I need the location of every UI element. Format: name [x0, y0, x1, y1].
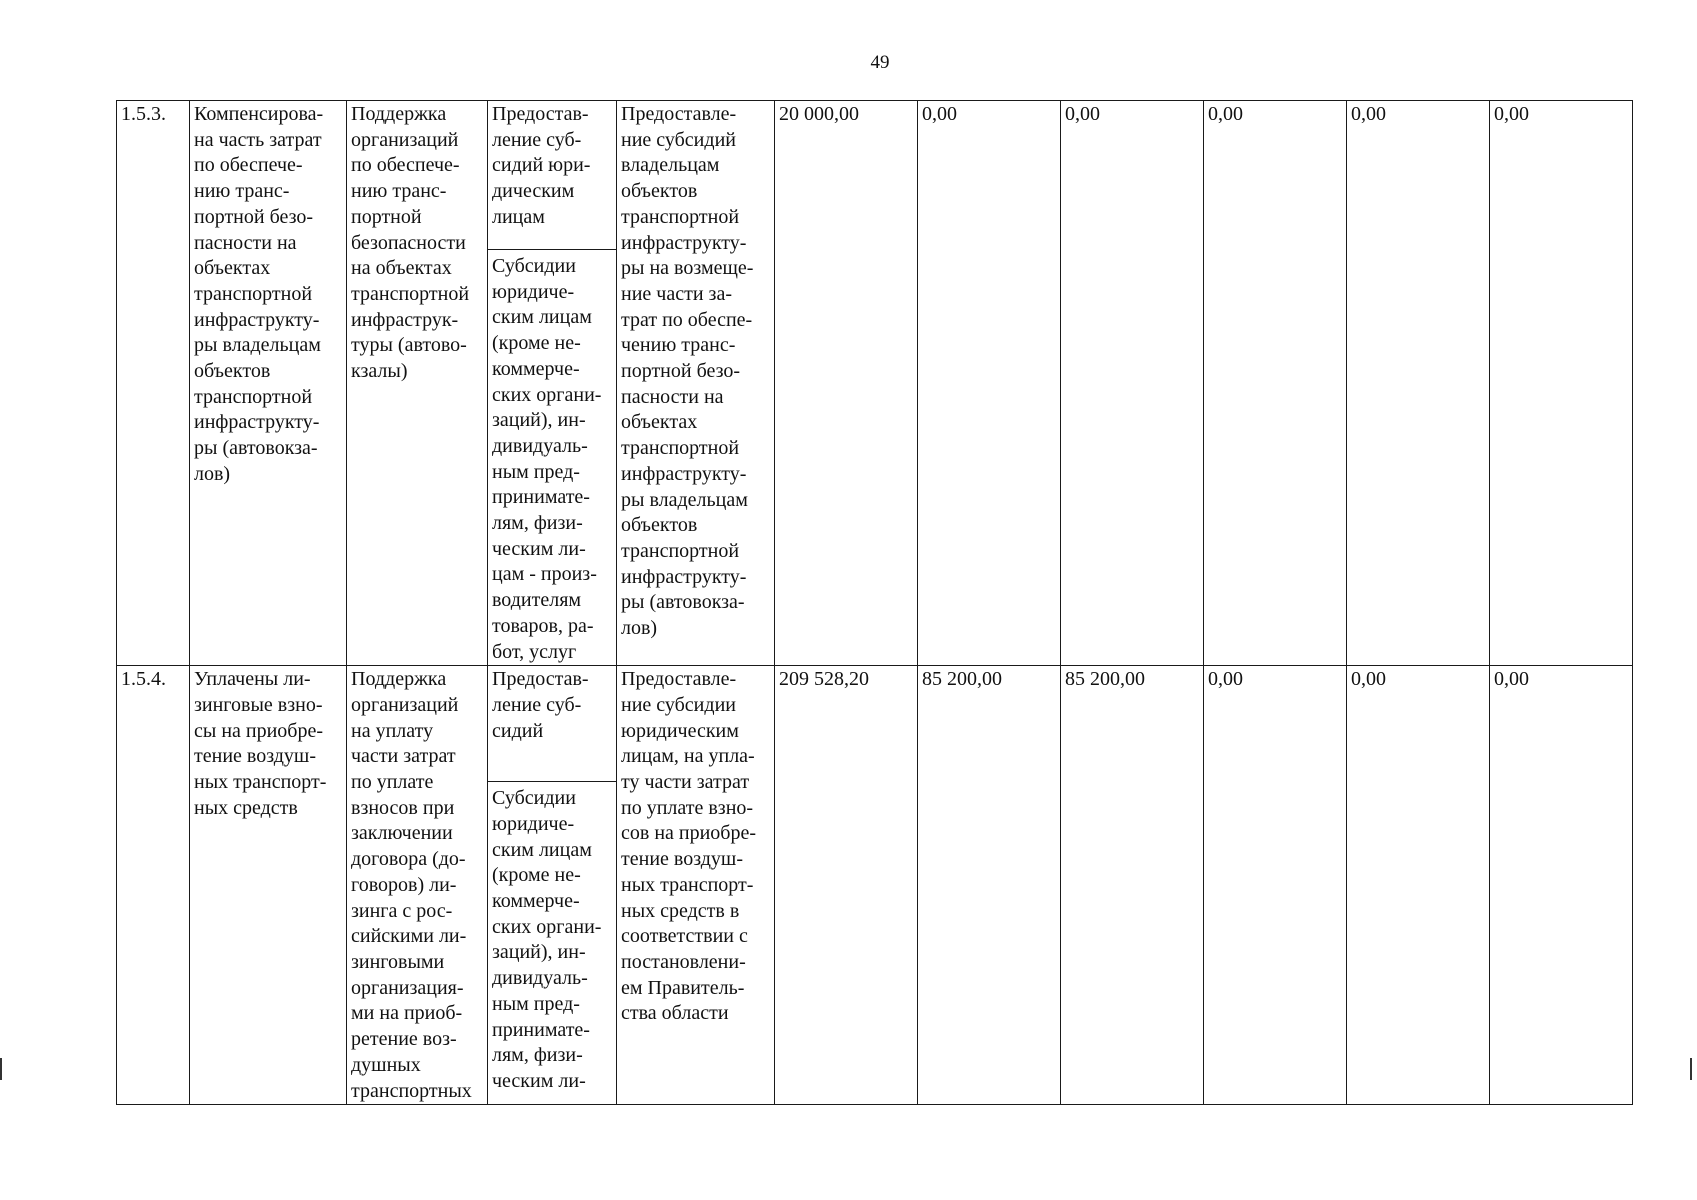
activity-line: по уплате — [351, 771, 434, 794]
recipients-line: ным пред- — [492, 460, 580, 483]
recipients-line: коммерче- — [492, 357, 580, 380]
item-code-cell: 1.5.3. — [117, 101, 190, 666]
description-line: ры владельцам — [621, 488, 748, 511]
amount-cell-6: 0,00 — [1490, 666, 1633, 1105]
recipients-line: дивидуаль- — [492, 434, 588, 457]
recipients-line: бот, услуг — [492, 640, 577, 663]
amount-cell-3: 0,00 — [1061, 101, 1204, 666]
support-form-line: ление суб- — [492, 693, 582, 716]
recipients-line: лям, физи- — [492, 512, 583, 535]
support-form-line: ление суб- — [492, 128, 582, 151]
support-form-line: дическим — [492, 180, 575, 203]
support-form-line: сидий — [492, 719, 544, 742]
result-line: ры (автовокза- — [194, 437, 318, 460]
activity-line: туры (автово- — [351, 334, 467, 357]
description-line: транспортной — [621, 437, 740, 460]
recipients-line: заций), ин- — [492, 409, 586, 432]
description-line: владельцам — [621, 154, 720, 177]
amount-cell-3: 85 200,00 — [1061, 666, 1204, 1105]
recipients-line: юридиче- — [492, 812, 575, 835]
result-line: пасности на — [194, 231, 297, 254]
support-form-line: сидий юри- — [492, 154, 591, 177]
description-line: портной безо- — [621, 360, 741, 383]
recipients-line: ческим ли- — [492, 1069, 586, 1092]
description-line: трат по обеспе- — [621, 308, 753, 331]
activity-line: взносов при — [351, 796, 455, 819]
recipients-line: дивидуаль- — [492, 967, 588, 990]
description-line: транспортной — [621, 539, 740, 562]
recipients-line: ческим ли- — [492, 537, 586, 560]
support-form-type — [488, 101, 616, 250]
description-line: ры (автовокза- — [621, 591, 745, 614]
amount-cell-4: 0,00 — [1204, 666, 1347, 1105]
support-form-type — [488, 666, 616, 782]
support-form-recipients — [488, 782, 616, 1094]
activity-line: ретение воз- — [351, 1028, 457, 1051]
result-line: тение воздуш- — [194, 745, 316, 768]
activity-line: на объектах — [351, 257, 452, 280]
description-line: юридическим — [621, 719, 739, 742]
recipients-line: ным пред- — [492, 992, 580, 1015]
support-form-line: лицам — [492, 205, 545, 228]
recipients-line: ских органи- — [492, 915, 602, 938]
recipients-line: коммерче- — [492, 890, 580, 913]
recipients-line: ских органи- — [492, 383, 602, 406]
activity-line: Поддержка — [351, 103, 447, 125]
activity-line: транспортной — [351, 282, 470, 305]
description-line: ных транспорт- — [621, 873, 754, 896]
recipients-line: ским лицам — [492, 306, 592, 329]
result-line: инфраструкту- — [194, 308, 320, 331]
description-line: Предоставле- — [621, 103, 737, 125]
description-line: объектов — [621, 180, 698, 203]
item-code-cell: 1.5.4. — [117, 666, 190, 1105]
support-form-line: Предостав- — [492, 103, 589, 125]
description-line: объектов — [621, 514, 698, 537]
recipients-line: (кроме не- — [492, 864, 581, 887]
description-line: пасности на — [621, 385, 724, 408]
activity-line: говоров) ли- — [351, 873, 457, 896]
activity-line: сийскими ли- — [351, 925, 467, 948]
activity-line: заключении — [351, 822, 453, 845]
amount-cell-6: 0,00 — [1490, 101, 1633, 666]
table-row — [117, 666, 1633, 1105]
description-line: лов) — [621, 617, 658, 640]
recipients-line: ским лицам — [492, 838, 592, 861]
activity-line: зинга с рос- — [351, 899, 453, 922]
activity-line: на уплату — [351, 719, 434, 742]
result-line: портной безо- — [194, 205, 314, 228]
recipients-line: принимате- — [492, 486, 590, 509]
support-form-line: Предостав- — [492, 668, 589, 691]
activity-line: части затрат — [351, 745, 456, 768]
recipients-line: юридиче- — [492, 280, 575, 303]
recipients-line: Субсидии — [492, 787, 576, 810]
result-line: лов) — [194, 462, 231, 485]
activity-line: зинговыми — [351, 950, 445, 973]
result-line: ры владельцам — [194, 334, 321, 357]
recipients-line: Субсидии — [492, 255, 576, 277]
amount-cell-2: 0,00 — [918, 101, 1061, 666]
activity-line: инфраструк- — [351, 308, 459, 331]
description-line: тение воздуш- — [621, 848, 743, 871]
result-line: нию транс- — [194, 180, 290, 203]
description-line: чению транс- — [621, 334, 736, 357]
recipients-line: (кроме не- — [492, 332, 581, 355]
program-measures-table — [116, 100, 1633, 1105]
activity-line: по обеспече- — [351, 154, 460, 177]
activity-line: кзалы) — [351, 360, 408, 383]
amount-cell-1: 209 528,20 — [775, 666, 918, 1105]
recipients-line: товаров, ра- — [492, 614, 594, 637]
amount-cell-5: 0,00 — [1347, 666, 1490, 1105]
table-row — [117, 101, 1633, 666]
description-line: ние субсидий — [621, 128, 736, 151]
result-line: ных транспорт- — [194, 771, 327, 794]
description-line: ры на возмеще- — [621, 257, 754, 280]
activity-line: транспортных — [351, 1079, 472, 1102]
description-line: Предоставле- — [621, 668, 737, 691]
result-line: зинговые взно- — [194, 693, 323, 716]
description-line: ства области — [621, 1002, 729, 1025]
result-line: Уплачены ли- — [194, 668, 311, 691]
result-line: по обеспече- — [194, 154, 303, 177]
recipients-line: лям, физи- — [492, 1044, 583, 1067]
result-cell — [190, 666, 347, 1105]
description-line: ных средств в — [621, 899, 740, 922]
activity-line: договора (до- — [351, 848, 466, 871]
description-line: инфраструкту- — [621, 462, 747, 485]
description-line: ние субсидии — [621, 693, 736, 716]
support-form-cell — [488, 101, 617, 666]
recipients-line: водителям — [492, 589, 582, 612]
activity-cell — [347, 101, 488, 666]
recipients-line: заций), ин- — [492, 941, 586, 964]
result-cell — [190, 101, 347, 666]
recipients-line: цам - произ- — [492, 563, 597, 586]
activity-line: организация- — [351, 976, 464, 999]
result-line: ных средств — [194, 796, 298, 819]
result-line: транспортной — [194, 282, 313, 305]
result-line: Компенсирова- — [194, 103, 324, 125]
scan-mark — [0, 1058, 2, 1080]
description-line: лицам, на упла- — [621, 745, 755, 768]
result-line: транспортной — [194, 385, 313, 408]
activity-line: душных — [351, 1053, 421, 1076]
description-line: по уплате взно- — [621, 796, 754, 819]
description-line: сов на приобре- — [621, 822, 757, 845]
activity-line: Поддержка — [351, 668, 447, 691]
description-line: ту части затрат — [621, 771, 750, 794]
description-line: инфраструкту- — [621, 231, 747, 254]
result-line: объектов — [194, 360, 271, 383]
support-form-recipients — [488, 250, 616, 665]
amount-cell-5: 0,00 — [1347, 101, 1490, 666]
description-line: инфраструкту- — [621, 565, 747, 588]
result-line: инфраструкту- — [194, 411, 320, 434]
result-line: объектах — [194, 257, 271, 280]
scan-mark — [1690, 1058, 1692, 1080]
description-line: транспортной — [621, 205, 740, 228]
activity-cell — [347, 666, 488, 1105]
activity-line: безопасности — [351, 231, 466, 254]
activity-line: ми на приоб- — [351, 1002, 463, 1025]
page-number: 49 — [870, 52, 890, 73]
activity-line: организаций — [351, 693, 459, 716]
activity-line: нию транс- — [351, 180, 447, 203]
description-line: соответствии с — [621, 925, 748, 948]
activity-line: портной — [351, 205, 422, 228]
recipients-line: принимате- — [492, 1018, 590, 1041]
description-line: ние части за- — [621, 282, 732, 305]
description-line: постановлени- — [621, 950, 746, 973]
description-cell — [617, 666, 775, 1105]
description-line: ем Правитель- — [621, 976, 745, 999]
amount-cell-1: 20 000,00 — [775, 101, 918, 666]
activity-line: организаций — [351, 128, 459, 151]
result-line: сы на приобре- — [194, 719, 324, 742]
support-form-cell — [488, 666, 617, 1105]
amount-cell-2: 85 200,00 — [918, 666, 1061, 1105]
description-line: объектах — [621, 411, 698, 434]
description-cell — [617, 101, 775, 666]
amount-cell-4: 0,00 — [1204, 101, 1347, 666]
result-line: на часть затрат — [194, 128, 322, 151]
